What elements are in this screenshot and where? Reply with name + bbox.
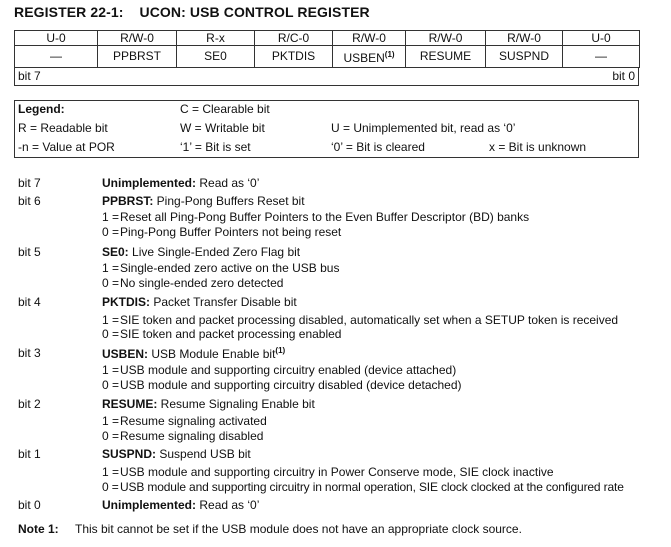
- bit4-option-1: [102, 313, 618, 327]
- bit2-text: Resume Signaling Enable bit: [157, 397, 315, 411]
- legend-box: [14, 100, 639, 158]
- bit3-option-1: [102, 363, 456, 377]
- note-label: Note 1:: [18, 522, 59, 536]
- bit1-option-1: [102, 465, 554, 479]
- access-cell: R-x: [177, 31, 255, 46]
- option-key: 0 =: [102, 429, 120, 443]
- option-key: 1 =: [102, 210, 120, 224]
- legend-clearable: C = Clearable bit: [180, 102, 270, 116]
- option-text: Resume signaling disabled: [120, 429, 264, 443]
- bit-msb-label: bit 7: [18, 69, 41, 83]
- bit6-description: [102, 194, 305, 208]
- access-cell: R/W-0: [333, 31, 406, 46]
- footnote-ref: (1): [275, 346, 286, 355]
- access-cell: R/W-0: [486, 31, 563, 46]
- bit-range-row: [14, 67, 639, 86]
- bit1-option-0: [102, 480, 624, 494]
- bit-name-cell: RESUME: [406, 46, 486, 68]
- bit5-label: bit 5: [18, 245, 41, 259]
- access-row: [15, 31, 640, 46]
- option-key: 1 =: [102, 363, 120, 377]
- option-text: Reset all Ping-Pong Buffer Pointers to the Even Buffer Descriptor (BD) banks: [120, 210, 530, 224]
- option-text: Ping-Pong Buffer Pointers not being reset: [120, 225, 342, 239]
- bit5-text: Live Single-Ended Zero Flag bit: [128, 245, 301, 259]
- bit7-label: bit 7: [18, 176, 41, 190]
- bit2-option-1: [102, 414, 267, 428]
- bit-name-cell: —: [563, 46, 640, 68]
- bit5-option-1: [102, 261, 339, 275]
- footnote-ref: (1): [384, 50, 395, 59]
- footnote: [18, 522, 522, 536]
- legend-title: Legend:: [18, 102, 65, 116]
- note-text: This bit cannot be set if the USB module does not have an appropriate clock source.: [75, 522, 522, 536]
- legend-unknown: x = Bit is unknown: [489, 140, 587, 154]
- bit2-label: bit 2: [18, 397, 41, 411]
- bit7-name: Unimplemented:: [102, 176, 197, 190]
- access-cell: U-0: [563, 31, 640, 46]
- bit1-text: Suspend USB bit: [156, 447, 251, 461]
- bit1-description: [102, 447, 251, 461]
- bit2-description: [102, 397, 315, 411]
- bit6-option-0: [102, 225, 341, 239]
- option-key: 1 =: [102, 261, 120, 275]
- option-text: USB module and supporting circuitry disabled (device detached): [120, 378, 462, 392]
- option-text: Resume signaling activated: [120, 414, 267, 428]
- bit2-option-0: [102, 429, 263, 443]
- bit0-description: [102, 498, 259, 512]
- option-key: 0 =: [102, 378, 120, 392]
- access-cell: R/C-0: [255, 31, 333, 46]
- register-bit-table: [14, 30, 640, 68]
- bit-name-cell: PPBRST: [98, 46, 177, 68]
- bit3-text: USB Module Enable bit: [148, 347, 276, 361]
- option-key: 0 =: [102, 327, 120, 341]
- bit4-label: bit 4: [18, 295, 41, 309]
- bit-name-cell: PKTDIS: [255, 46, 333, 68]
- bit7-text: Read as ‘0’: [196, 176, 260, 190]
- bit7-description: [102, 176, 259, 190]
- option-text: USB module and supporting circuitry in Power Conserve mode, SIE clock inactive: [120, 465, 554, 479]
- bit3-description: [102, 346, 285, 361]
- option-text: USB module and supporting circuitry enabled (device attached): [120, 363, 457, 377]
- bit4-option-0: [102, 327, 341, 341]
- bit-name-text: USBEN: [343, 51, 385, 65]
- bit5-description: [102, 245, 300, 259]
- option-text: Single-ended zero active on the USB bus: [120, 261, 340, 275]
- option-text: SIE token and packet processing disabled, automatically set when a SETUP token is received: [120, 313, 619, 327]
- bit-name-cell: SUSPND: [486, 46, 563, 68]
- legend-readable: R = Readable bit: [18, 121, 108, 135]
- bit0-name: Unimplemented:: [102, 498, 197, 512]
- bit-lsb-label: bit 0: [612, 69, 635, 83]
- bit4-description: [102, 295, 297, 309]
- bit3-option-0: [102, 378, 462, 392]
- bit6-name: PPBRST:: [102, 194, 154, 208]
- bit2-name: RESUME:: [102, 397, 158, 411]
- bit-name-cell: SE0: [177, 46, 255, 68]
- bit-name-cell-usben: [333, 46, 406, 68]
- legend-unimplemented: U = Unimplemented bit, read as ‘0’: [331, 121, 516, 135]
- option-key: 1 =: [102, 465, 120, 479]
- option-key: 0 =: [102, 276, 120, 290]
- register-title: [14, 4, 370, 20]
- bit-name-cell: —: [15, 46, 98, 68]
- option-key: 0 =: [102, 480, 119, 494]
- access-cell: R/W-0: [98, 31, 177, 46]
- option-text: SIE token and packet processing enabled: [120, 327, 342, 341]
- access-cell: U-0: [15, 31, 98, 46]
- bit3-label: bit 3: [18, 346, 41, 360]
- access-cell: R/W-0: [406, 31, 486, 46]
- legend-writable: W = Writable bit: [180, 121, 265, 135]
- bit5-option-0: [102, 276, 283, 290]
- option-text: USB module and supporting circuitry in normal operation, SIE clock clocked at the configured rate: [120, 480, 624, 494]
- bit6-text: Ping-Pong Buffers Reset bit: [153, 194, 305, 208]
- register-name: UCON: USB CONTROL REGISTER: [139, 4, 370, 20]
- bit5-name: SE0:: [102, 245, 129, 259]
- name-row: [15, 46, 640, 68]
- option-key: 1 =: [102, 313, 120, 327]
- bit0-text: Read as ‘0’: [196, 498, 260, 512]
- option-key: 0 =: [102, 225, 120, 239]
- bit0-label: bit 0: [18, 498, 41, 512]
- option-text: No single-ended zero detected: [120, 276, 284, 290]
- bit6-option-1: [102, 210, 529, 224]
- bit3-name: USBEN:: [102, 347, 149, 361]
- bit4-text: Packet Transfer Disable bit: [150, 295, 297, 309]
- bit6-label: bit 6: [18, 194, 41, 208]
- legend-por: -n = Value at POR: [18, 140, 115, 154]
- bit1-label: bit 1: [18, 447, 41, 461]
- register-number: REGISTER 22-1:: [14, 4, 124, 20]
- legend-set: ‘1’ = Bit is set: [180, 140, 251, 154]
- option-key: 1 =: [102, 414, 120, 428]
- bit1-name: SUSPND:: [102, 447, 157, 461]
- bit4-name: PKTDIS:: [102, 295, 150, 309]
- legend-cleared: ‘0’ = Bit is cleared: [331, 140, 425, 154]
